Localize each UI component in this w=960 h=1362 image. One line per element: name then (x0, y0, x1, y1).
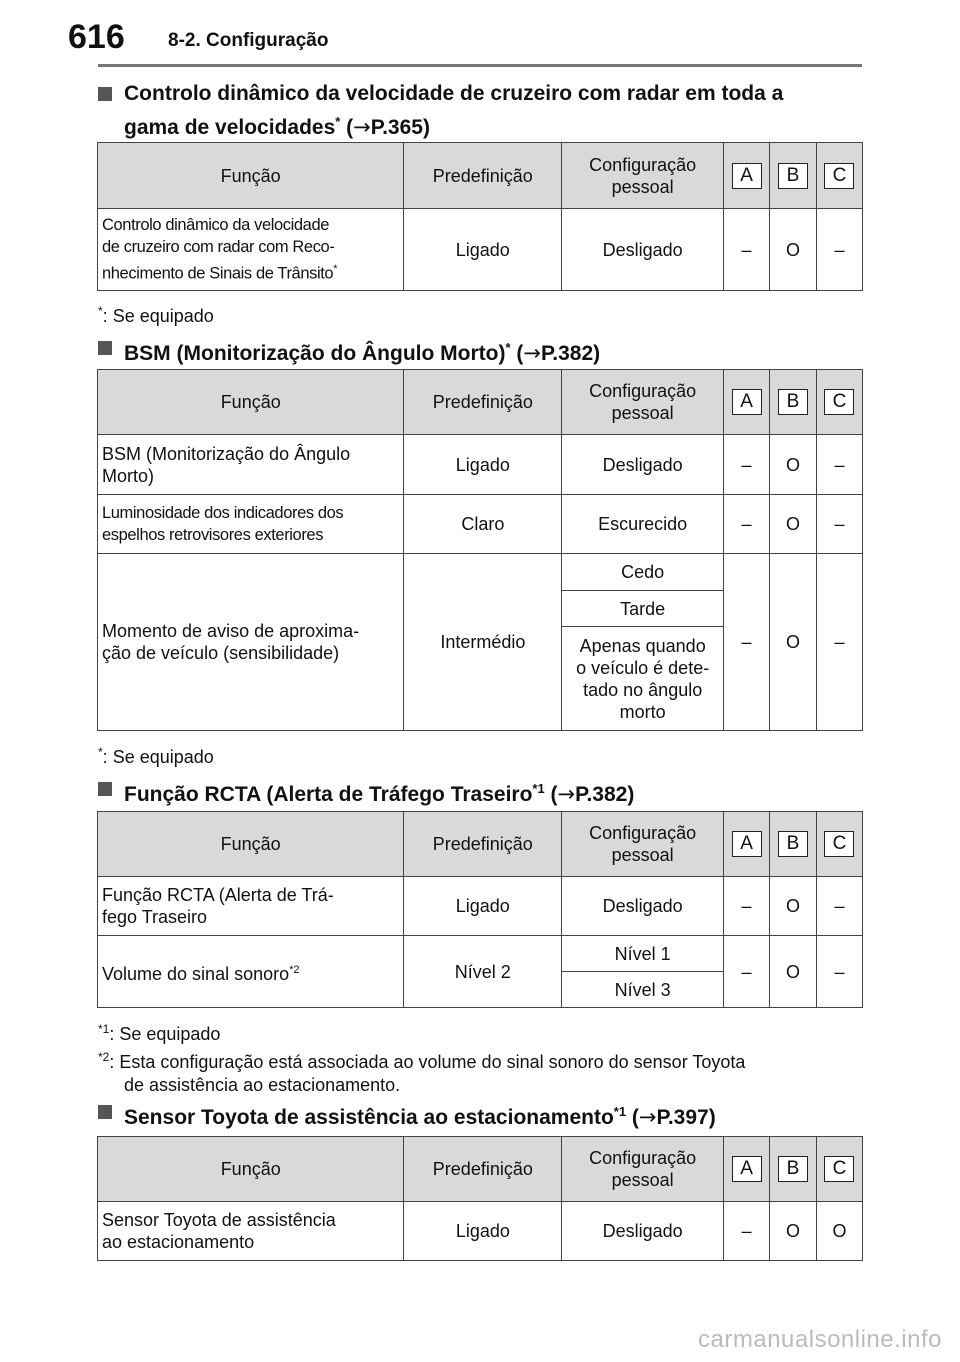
table-cell-c: O (816, 1202, 862, 1261)
column-header-b: B (770, 143, 817, 209)
heading-line2: gama de velocidades (124, 116, 336, 139)
table-cell-custom: Escurecido (562, 495, 724, 554)
heading-line1: Controlo dinâmico da velocidade de cruzeiro com radar em toda a (124, 82, 784, 105)
arrow-right-icon: → (353, 115, 371, 139)
table-cell-b: O (770, 1202, 817, 1261)
table-cell-a: – (724, 554, 770, 731)
table-cell-a: – (724, 209, 770, 291)
table-cell-b: O (770, 435, 817, 495)
table-cell-custom: Desligado (562, 1202, 724, 1261)
table-row-function: Luminosidade dos indicadores dos espelhos retrovisores exteriores (98, 495, 404, 554)
heading-title: BSM (Monitorização do Ângulo Morto) (124, 342, 506, 365)
table-row-function: Volume do sinal sonoro$^{*2}$ (98, 936, 404, 1008)
table-row-function: Sensor Toyota de assistência ao estacionamento (98, 1202, 404, 1261)
column-header-a: A (724, 143, 770, 209)
square-bullet-icon (98, 1105, 112, 1119)
table-cell-b: O (770, 554, 817, 731)
column-header-default: Predefinição (404, 812, 562, 877)
page-reference[interactable]: P.397 (656, 1106, 709, 1129)
table-row-function: Controlo dinâmico da velocidade de cruzeiro com radar com Reco- nhecimento de Sinais de Trânsito* (98, 209, 404, 291)
column-header-a: A (724, 370, 770, 435)
table-row-function: Momento de aviso de aproxima- ção de veículo (sensibilidade) (98, 554, 404, 731)
square-bullet-icon (98, 782, 112, 796)
table-cell-c: – (816, 554, 862, 731)
table-cell-option: Tarde (562, 591, 724, 627)
table-cell-a: – (724, 936, 770, 1008)
section-heading-acc: Controlo dinâmico da velocidade de cruzeiro com radar em toda a gama de velocidades* (→P.365) (98, 80, 868, 142)
column-header-a: A (724, 812, 770, 877)
table-cell-default: Claro (404, 495, 562, 554)
table-cell-default: Nível 2 (404, 936, 562, 1008)
page-reference[interactable]: P.382 (540, 342, 594, 365)
table-cell-c: – (816, 435, 862, 495)
section-heading-parking-sensor: Sensor Toyota de assistência ao estacionamento$^{*1}$ (→P.397) (98, 1098, 868, 1132)
table-cell-a: – (724, 435, 770, 495)
column-header-custom: Configuração pessoal (562, 812, 724, 877)
table-cell-b: O (770, 877, 817, 936)
table-cell-default: Ligado (404, 1202, 562, 1261)
table-cell-custom: Desligado (562, 877, 724, 936)
table-cell-default: Intermédio (404, 554, 562, 731)
square-bullet-icon (98, 341, 112, 355)
table-cell-custom: Desligado (562, 435, 724, 495)
column-header-b: B (770, 370, 817, 435)
column-header-custom: Configuração pessoal (562, 1137, 724, 1202)
table-cell-option: Cedo (562, 554, 724, 591)
column-header-function: Função (98, 143, 404, 209)
arrow-right-icon: → (557, 782, 576, 806)
column-header-default: Predefinição (404, 1137, 562, 1202)
page-number: 616 (68, 18, 125, 56)
table-cell-option: Nível 3 (562, 972, 724, 1008)
column-header-custom: Configuração pessoal (562, 370, 724, 435)
page-reference[interactable]: P.382 (575, 783, 628, 806)
section-label: 8-2. Configuração (168, 30, 329, 51)
settings-table-parking-sensor (97, 1136, 863, 1261)
footnotes: $^{*1}$: Se equipado $^{*2}$: Esta configuração está associada ao volume do sinal sonoro do sensor Toyota de assistência ao estacionamento. (98, 1022, 746, 1095)
column-header-c: C (816, 370, 862, 435)
column-header-default: Predefinição (404, 370, 562, 435)
table-cell-option: Apenas quando o veículo é dete- tado no ângulo morto (562, 627, 724, 731)
table-row-function: BSM (Monitorização do Ângulo Morto) (98, 435, 404, 495)
table-cell-b: O (770, 936, 817, 1008)
section-heading-rcta: Função RCTA (Alerta de Tráfego Traseiro$^{*1}$ (→P.382) (98, 775, 868, 809)
column-header-c: C (816, 1137, 862, 1202)
watermark: carmanualsonline.info (698, 1326, 942, 1353)
heading-title: Sensor Toyota de assistência ao estacionamento (124, 1106, 614, 1129)
footnote: *: Se equipado (98, 304, 214, 326)
table-cell-a: – (724, 495, 770, 554)
footnote: *: Se equipado (98, 745, 214, 767)
column-header-b: B (770, 812, 817, 877)
table-cell-c: – (816, 877, 862, 936)
section-heading-bsm: BSM (Monitorização do Ângulo Morto)* (→P.382) (98, 334, 868, 368)
table-cell-c: – (816, 495, 862, 554)
column-header-c: C (816, 812, 862, 877)
column-header-b: B (770, 1137, 817, 1202)
column-header-custom: Configuração pessoal (562, 143, 724, 209)
column-header-a: A (724, 1137, 770, 1202)
table-cell-default: Ligado (404, 877, 562, 936)
table-cell-b: O (770, 209, 817, 291)
page-reference[interactable]: P.365 (370, 116, 423, 139)
table-cell-default: Ligado (404, 209, 562, 291)
column-header-function: Função (98, 1137, 404, 1202)
table-cell-option: Nível 1 (562, 936, 724, 972)
settings-table-rcta (97, 811, 863, 1008)
arrow-right-icon: → (523, 341, 541, 365)
column-header-c: C (816, 143, 862, 209)
table-cell-a: – (724, 1202, 770, 1261)
settings-table-bsm (97, 369, 863, 731)
table-cell-default: Ligado (404, 435, 562, 495)
heading-title: Função RCTA (Alerta de Tráfego Traseiro (124, 783, 533, 806)
arrow-right-icon: → (638, 1105, 657, 1129)
table-cell-c: – (816, 936, 862, 1008)
settings-table-acc (97, 142, 863, 291)
column-header-function: Função (98, 370, 404, 435)
column-header-default: Predefinição (404, 143, 562, 209)
column-header-function: Função (98, 812, 404, 877)
header-divider (98, 64, 862, 67)
table-row-function: Função RCTA (Alerta de Trá- fego Traseiro (98, 877, 404, 936)
square-bullet-icon (98, 87, 112, 101)
table-cell-a: – (724, 877, 770, 936)
table-cell-c: – (816, 209, 862, 291)
table-cell-b: O (770, 495, 817, 554)
table-cell-custom: Desligado (562, 209, 724, 291)
